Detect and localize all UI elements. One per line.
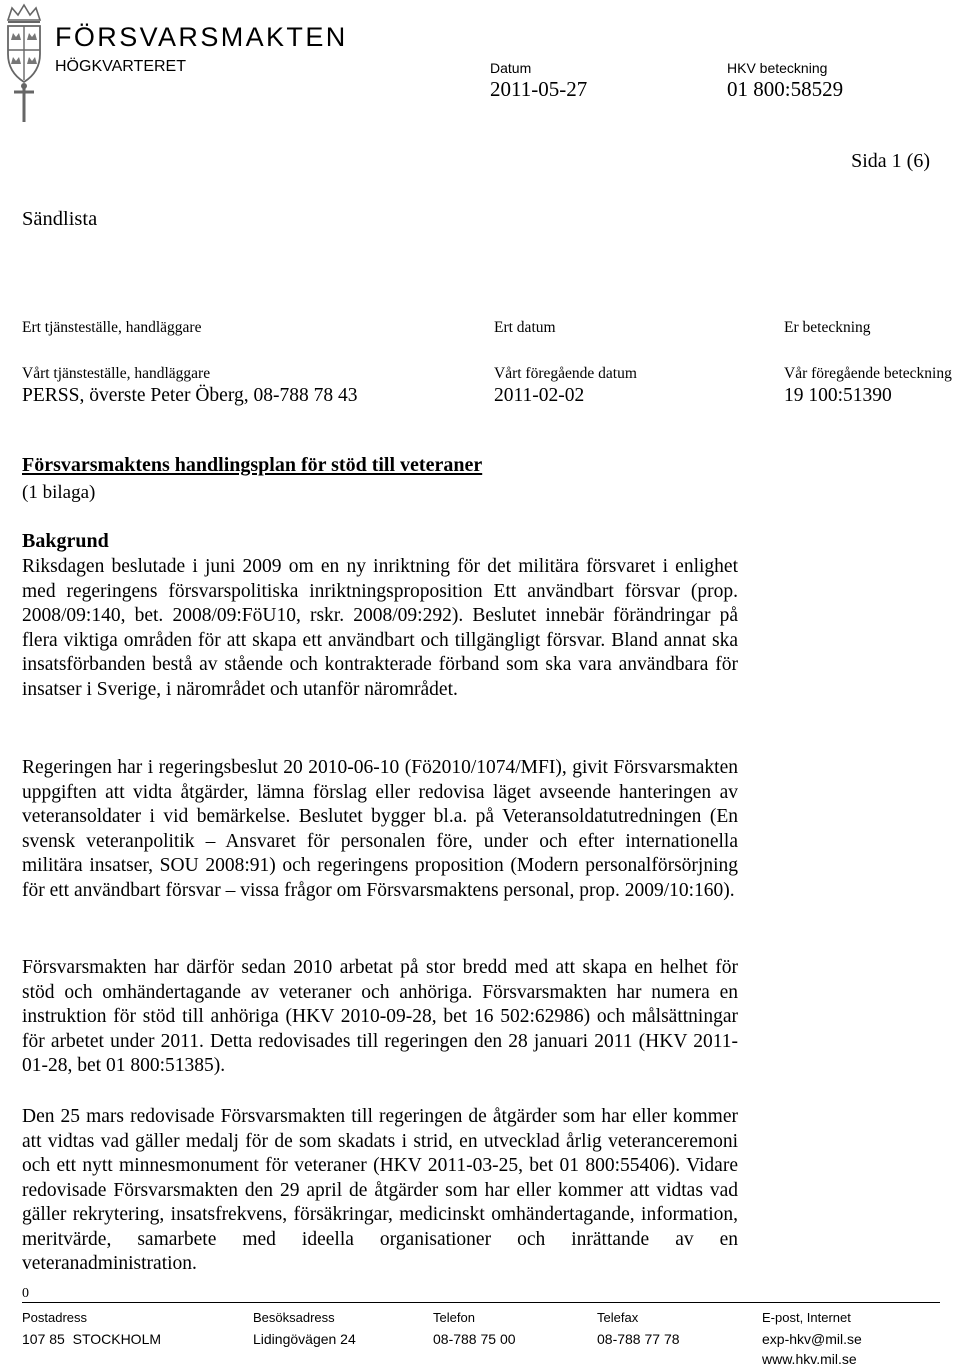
visiting-address-label: Besöksadress <box>253 1310 335 1325</box>
website-link[interactable]: www.hkv.mil.se <box>762 1351 857 1367</box>
your-date-label: Ert datum <box>494 319 556 336</box>
our-previous-date-label: Vårt föregående datum <box>494 365 637 382</box>
phone-value: 08-788 75 00 <box>433 1331 516 1347</box>
our-previous-reference-label: Vår föregående beteckning <box>784 365 952 382</box>
fax-label: Telefax <box>597 1310 639 1325</box>
our-previous-date-value: 2011-02-02 <box>494 385 585 406</box>
document-title: Försvarsmaktens handlingsplan för stöd till veteraner <box>22 454 483 476</box>
organization-name: FÖRSVARSMAKTEN <box>55 22 348 52</box>
postal-address-value: 107 85 STOCKHOLM <box>22 1331 162 1347</box>
distribution-list: Sändlista <box>22 208 98 230</box>
paragraph-4: Den 25 mars redovisade Försvarsmakten till regeringen de åtgärder som har eller kommer att vidtas vad gäller medalj för de som skadats i strid, en utvecklad årlig veteranceremoni och ett nytt minnesmonument för veteraner (HKV 2011-03-25, bet 01 800:55406). Vidare redovisade Försvarsmakten den 29 april de åtgärder som har eller kommer att vidtas vad gäller rekrytering, insatsfrekvens, försäkringar, medicinskt omhändertagande, information, meritvärde, samarbete med ideella organisationer och inrättande av en veteranadministration. <box>22 1106 738 1274</box>
attachment-note: (1 bilaga) <box>22 482 96 503</box>
footer-mark: 0 <box>22 1286 29 1301</box>
page-number: Sida 1 (6) <box>851 150 930 172</box>
email-internet-label: E-post, Internet <box>762 1310 851 1325</box>
reference-label: HKV beteckning <box>727 60 828 76</box>
email-link[interactable]: exp-hkv@mil.se <box>762 1331 862 1347</box>
section-heading-background: Bakgrund <box>22 530 109 552</box>
visiting-address-value: Lidingövägen 24 <box>253 1331 356 1347</box>
date-label: Datum <box>490 60 532 76</box>
our-office-value: PERSS, överste Peter Öberg, 08-788 78 43 <box>22 385 358 406</box>
coat-of-arms-logo <box>2 2 46 124</box>
paragraph-3: Försvarsmakten har därför sedan 2010 arbetat på stor bredd med att skapa en helhet för stöd och omhändertagande av veteraner och anhöriga. Försvarsmakten har numera en instruktion för stöd till anhöriga (HKV 2010-09-28, bet 16 502:62986) och målsättningar för arbetet under 2011. Detta redovisades till regeringen den 28 januari 2011 (HKV 2011-01-28, bet 01 800:51385). <box>22 957 738 1076</box>
organization-unit: HÖGKVARTERET <box>55 58 186 75</box>
date-value: 2011-05-27 <box>490 77 588 101</box>
reference-value: 01 800:58529 <box>727 77 844 101</box>
our-previous-reference-value: 19 100:51390 <box>784 385 892 406</box>
your-reference-label: Er beteckning <box>784 319 871 336</box>
paragraph-2: Regeringen har i regeringsbeslut 20 2010-06-10 (Fö2010/1074/MFI), givit Försvarsmakten uppgiften att vidta åtgärder, lämna förslag eller redovisa läget avseende hanteringen av veteransoldater i vid bemärkelse. Beslutet bygger bl.a. på Veteransoldatutredningen (En svensk veteranpolitik – Ansvaret för personalen före, under och efter internationella militära insatser, SOU 2008:91) och regeringens proposition (Modern personalförsörjning för ett användbart försvar – vissa frågor om Försvarsmaktens personal, prop. 2009/10:160). <box>22 757 738 901</box>
footer-divider <box>22 1302 940 1303</box>
our-office-label: Vårt tjänsteställe, handläggare <box>22 365 211 382</box>
fax-value: 08-788 77 78 <box>597 1331 680 1347</box>
postal-address-label: Postadress <box>22 1310 88 1325</box>
phone-label: Telefon <box>433 1310 475 1325</box>
your-office-label: Ert tjänsteställe, handläggare <box>22 319 202 336</box>
paragraph-1: Riksdagen beslutade i juni 2009 om en ny inriktning för det militära försvaret i enlighet med regeringens försvarspolitiska inriktningsproposition Ett användbart försvar (prop. 2008/09:140, bet. 2008/09:FöU10, rskr. 2008/09:292). Beslutet innebär förändringar på flera viktiga områden för att skapa ett användbart och tillgängligt försvar. Bland annat ska insatsförbanden bestå av stående och kontrakterade förband som ska vara användbara för insatser i Sverige, i närområdet och utanför närområdet. <box>22 556 738 700</box>
